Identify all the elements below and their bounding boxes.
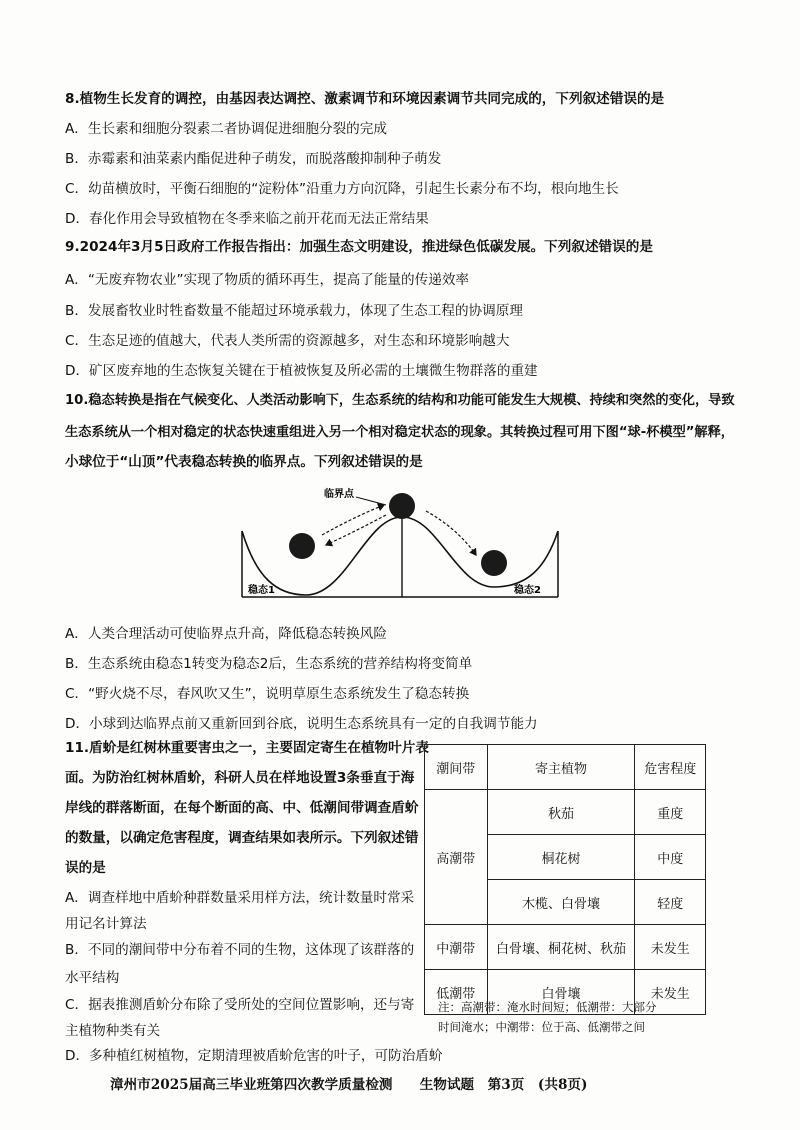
high-plant-2: 桐花树 [487,835,635,880]
q10-stem-line-1: 10.稳态转换是指在气候变化、人类活动影响下，生态系统的结构和功能可能发生大规模、持续和突然的变化，导致 [65,393,735,408]
low-level: 未发生 [635,970,706,1015]
state1-label: 稳态1 [248,585,275,596]
q8-option-d: D．春化作用会导致植物在冬季来临之前开花而无法正常结果 [65,211,429,227]
q9-stem: 9.2024年3月5日政府工作报告指出：加强生态文明建设，推进绿色低碳发展。下列叙述错误的是 [65,239,653,255]
low-plant: 白骨壤 [487,970,635,1015]
table-note-line-1: 注：高潮带：淹水时间短；低潮带：大部分 [438,1000,657,1014]
ball-cup-model-diagram [236,487,562,607]
q9-option-d: D．矿区废弃地的生态恢复关键在于植被恢复及所必需的土壤微生物群落的重建 [65,363,538,379]
high-plant-3: 木榄、白骨壤 [487,880,635,925]
page-footer: 漳州市2025届高三毕业班第四次教学质量检测 生物试题 第3页 (共8页) [110,1077,588,1093]
q11-option-b-cont: 水平结构 [65,970,120,986]
q10-option-b: B．生态系统由稳态1转变为稳态2后，生态系统的营养结构将变简单 [65,656,473,672]
pest-survey-table [424,744,706,1015]
q11-stem-line-3: 岸线的群落断面，在每个断面的高、中、低潮间带调查盾蚧 [65,800,419,816]
high-plant-1: 秋茄 [487,790,635,835]
ball-state2 [481,550,507,576]
zone-high: 高潮带 [425,790,488,925]
zone-low: 低潮带 [425,970,488,1015]
cup-curve [242,517,558,595]
q11-option-c-cont: 主植物种类有关 [65,1023,161,1039]
q10-option-a: A．人类合理活动可使临界点升高，降低稳态转换风险 [65,626,387,642]
q8-option-b: B．赤霉素和油菜素内酯促进种子萌发，而脱落酸抑制种子萌发 [65,151,442,167]
table-row [425,790,706,835]
state2-label: 稳态2 [514,585,541,596]
q11-stem-line-5: 误的是 [65,860,106,876]
q10-stem-line-2: 生态系统从一个相对稳定的状态快速重组进入另一个相对稳定状态的现象。其转换过程可用下图“球-杯模型”解释， [65,425,734,440]
critical-point-label: 临界点 [324,489,354,500]
table-header-row [425,745,706,790]
q10-option-d: D．小球到达临界点前又重新回到谷底，说明生态系统具有一定的自我调节能力 [65,716,538,732]
mid-level: 未发生 [635,925,706,970]
arrow-down-to-state2 [426,511,476,555]
q8-option-c: C．幼苗横放时，平衡石细胞的“淀粉体”沿重力方向沉降，引起生长素分布不均，根向地生长 [65,181,619,197]
q11-stem-line-2: 面。为防治红树林盾蚧，科研人员在样地设置3条垂直于海 [65,770,415,786]
high-level-2: 中度 [635,835,706,880]
ball-critical [389,493,415,519]
high-level-1: 重度 [635,790,706,835]
header-damage-level: 危害程度 [635,745,706,790]
table-row [425,925,706,970]
q11-option-a: A．调查样地中盾蚧种群数量采用样方法，统计数量时常采 [65,890,415,906]
header-zone: 潮间带 [425,745,488,790]
q11-option-d: D．多种植红树植物，定期清理被盾蚧危害的叶子，可防治盾蚧 [65,1048,443,1064]
q11-option-b: B．不同的潮间带中分布着不同的生物，这体现了该群落的 [65,942,415,958]
q10-option-c: C．“野火烧不尽，春风吹又生”，说明草原生态系统发生了稳态转换 [65,686,470,702]
arrow-up-to-critical [322,505,384,535]
q11-stem-line-4: 的数量，以确定危害程度，调查结果如表所示。下列叙述错 [65,830,419,846]
q11-stem-line-1: 11.盾蚧是红树林重要害虫之一，主要固定寄生在植物叶片表 [65,740,429,756]
q9-option-b: B．发展畜牧业时牲畜数量不能超过环境承载力，体现了生态工程的协调原理 [65,303,523,319]
q11-option-a-cont: 用记名计算法 [65,916,147,932]
mid-plant: 白骨壤、桐花树、秋茄 [487,925,635,970]
q9-option-c: C．生态足迹的值越大，代表人类所需的资源越多，对生态和环境影响越大 [65,333,510,349]
q8-stem: 8.植物生长发育的调控，由基因表达调控、激素调节和环境因素调节共同完成的，下列叙述错误的是 [65,91,665,107]
table-note-line-2: 时间淹水；中潮带：位于高、低潮带之间 [438,1020,645,1034]
q11-option-c: C．据表推测盾蚧分布除了受所处的空间位置影响，还与寄 [65,997,415,1013]
ball-state1 [289,533,315,559]
high-level-3: 轻度 [635,880,706,925]
zone-mid: 中潮带 [425,925,488,970]
q10-stem-line-3: 小球位于“山顶”代表稳态转换的临界点。下列叙述错误的是 [65,454,423,470]
q9-option-a: A．“无废弃物农业”实现了物质的循环再生，提高了能量的传递效率 [65,272,470,288]
q8-option-a: A．生长素和细胞分裂素二者协调促进细胞分裂的完成 [65,121,387,137]
critical-pointer [356,497,386,505]
header-host-plant: 寄主植物 [487,745,635,790]
